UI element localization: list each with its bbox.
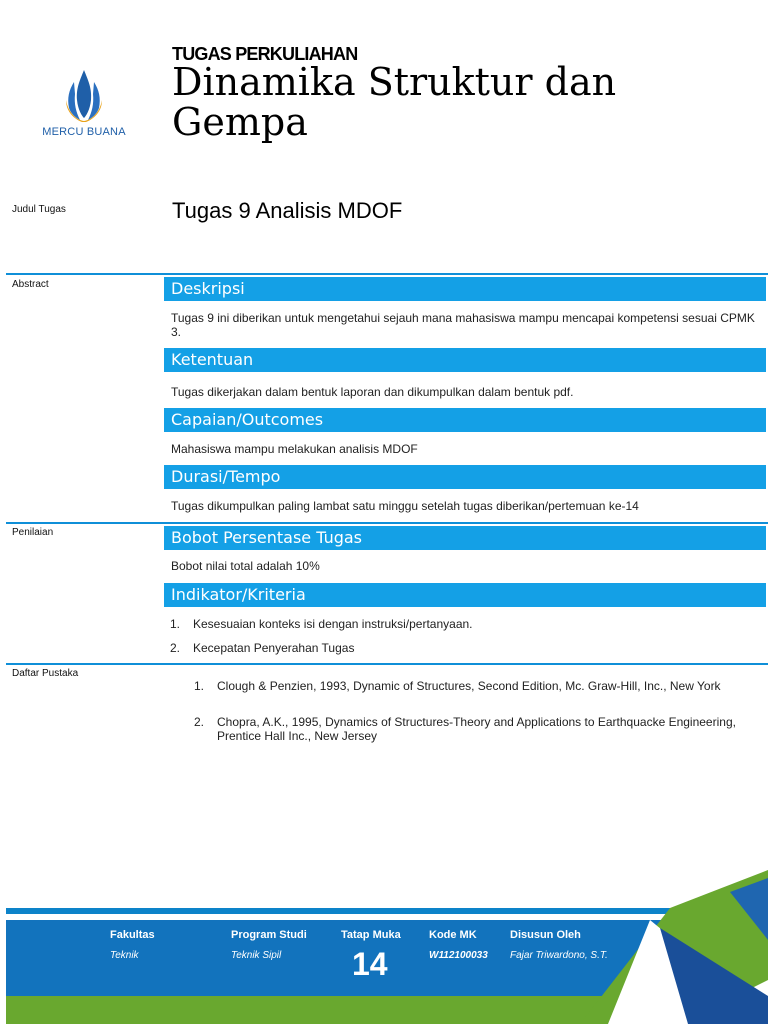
divider-pustaka [6, 663, 768, 665]
indikator-item-text: Kecepatan Penyerahan Tugas [193, 641, 355, 655]
penilaian-label: Penilaian [12, 527, 54, 538]
footer-fakultas-label: Fakultas [110, 929, 155, 941]
divider-abstract [6, 273, 768, 275]
footer-disusun-value: Fajar Triwardono, S.T. [510, 950, 608, 961]
footer-tatap-value: 14 [352, 946, 388, 982]
university-logo [36, 66, 132, 144]
section-deskripsi-text: Tugas 9 ini diberikan untuk mengetahui sejauh mana mahasiswa mampu mencapai kompetensi sesuai CPMK 3. [171, 311, 755, 339]
divider-penilaian [6, 522, 768, 524]
abstract-label: Abstract [12, 279, 49, 290]
section-durasi-text: Tugas dikumpulkan paling lambat satu minggu setelah tugas diberikan/pertemuan ke-14 [171, 499, 639, 513]
section-durasi-heading: Durasi/Tempo [164, 465, 766, 489]
course-title: Dinamika Struktur dan Gempa [172, 60, 617, 144]
section-bobot-heading: Bobot Persentase Tugas [164, 526, 766, 550]
footer-kode-label: Kode MK [429, 929, 477, 941]
footer-kode-value: W112100033 [429, 950, 488, 961]
section-ketentuan-text: Tugas dikerjakan dalam bentuk laporan dan dikumpulkan dalam bentuk pdf. [171, 385, 574, 399]
indikator-item-number: 1. [170, 617, 181, 631]
footer-prodi-label: Program Studi [231, 929, 307, 941]
indikator-item-text: Kesesuaian konteks isi dengan instruksi/pertanyaan. [193, 617, 473, 631]
indikator-item-number: 2. [170, 641, 181, 655]
footer-disusun-label: Disusun Oleh [510, 929, 581, 941]
footer-fakultas-value: Teknik [110, 950, 139, 961]
section-indikator-heading: Indikator/Kriteria [164, 583, 766, 607]
section-capaian-heading: Capaian/Outcomes [164, 408, 766, 432]
footer-decoration-shape [580, 870, 768, 1024]
section-capaian-text: Mahasiswa mampu melakukan analisis MDOF [171, 442, 418, 456]
reference-number: 2. [194, 715, 205, 729]
section-ketentuan-heading: Ketentuan [164, 348, 766, 372]
supertitle: TUGAS PERKULIAHAN [172, 44, 358, 64]
reference-number: 1. [194, 679, 205, 693]
footer-prodi-value: Teknik Sipil [231, 950, 282, 961]
section-bobot-text: Bobot nilai total adalah 10% [171, 559, 320, 573]
section-deskripsi-heading: Deskripsi [164, 277, 766, 301]
footer-tatap-label: Tatap Muka [341, 929, 401, 941]
reference-text: Clough & Penzien, 1993, Dynamic of Structures, Second Edition, Mc. Graw-Hill, Inc., New York [217, 679, 721, 693]
judul-label: Judul Tugas [12, 204, 66, 215]
assignment-title: Tugas 9 Analisis MDOF [172, 198, 403, 223]
pustaka-label: Daftar Pustaka [12, 668, 79, 679]
logo-flame-icon [36, 66, 132, 126]
reference-text: Chopra, A.K., 1995, Dynamics of Structures-Theory and Applications to Earthquacke Engineering, Prentice Hall Inc., New Jersey [217, 715, 736, 743]
logo-text: MERCU BUANA [42, 126, 126, 138]
